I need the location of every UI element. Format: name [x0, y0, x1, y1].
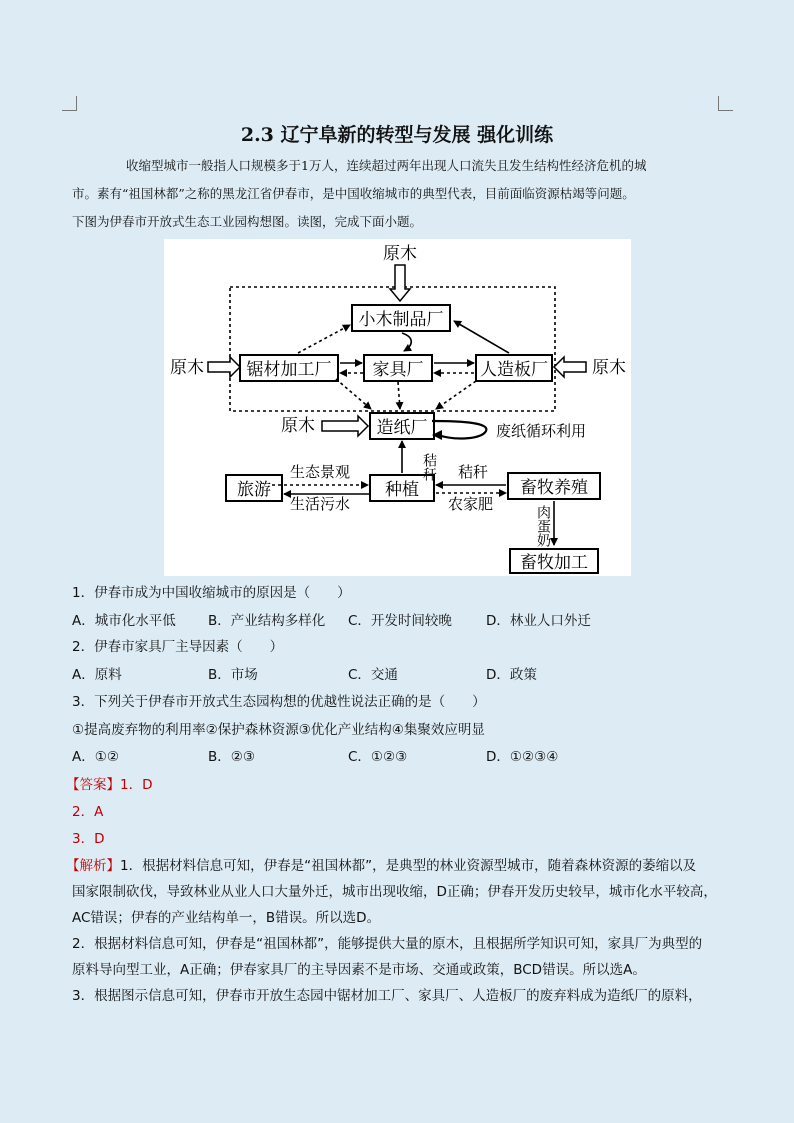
- label-jiegan: 秸秆: [458, 464, 489, 481]
- q1-option-d[interactable]: D．林业人口外迁: [486, 613, 591, 629]
- label-feizhi: 废纸循环利用: [496, 423, 587, 440]
- q2-option-a[interactable]: A．原料: [72, 667, 122, 683]
- q1-option-a[interactable]: A．城市化水平低: [72, 613, 176, 629]
- label-yuanmu-top: 原木: [383, 244, 417, 263]
- q2-option-c[interactable]: C．交通: [348, 667, 398, 683]
- answer-3: 3．D: [72, 831, 105, 847]
- corner-mark-right: [718, 96, 733, 111]
- analysis-line-4: 2．根据材料信息可知，伊春是“祖国林都”，能够提供大量的原木，且根据所学知识可知，家具厂为典型的: [72, 936, 703, 952]
- q3-option-c[interactable]: C．①②③: [348, 749, 408, 765]
- analysis-line-3: AC错误；伊春的产业结构单一，B错误。所以选D。: [72, 910, 381, 926]
- intro-line-2: 市。素有“祖国林都”之称的黑龙江省伊春市，是中国收缩城市的典型代表，目前面临资源枯竭等问题。: [72, 186, 635, 201]
- answer-2: 2．A: [72, 804, 104, 820]
- box-zaozhi: 造纸厂: [376, 418, 428, 437]
- eco-park-diagram: [164, 239, 631, 576]
- q3-option-d[interactable]: D．①②③④: [486, 749, 559, 765]
- answer-1: 1．D: [120, 777, 153, 793]
- label-jiegan-vertical: 秸秆: [422, 453, 438, 481]
- box-xumu: 畜牧养殖: [520, 478, 588, 497]
- analysis-line-5: 原料导向型工业，A正确；伊春家具厂的主导因素不是市场、交通或政策，BCD错误。所以选A。: [72, 962, 646, 978]
- box-xiaomu: 小木制品厂: [358, 310, 444, 329]
- q1-option-c[interactable]: C．开发时间较晚: [348, 613, 452, 629]
- label-shengtai: 生态景观: [290, 464, 351, 481]
- label-wushui: 生活污水: [290, 496, 351, 513]
- box-lvyou: 旅游: [237, 480, 271, 499]
- label-yuanmu-right: 原木: [592, 358, 626, 377]
- q3-option-b[interactable]: B．②③: [208, 749, 255, 765]
- label-yuanmu-left: 原木: [170, 358, 204, 377]
- box-renzao: 人造板厂: [480, 360, 548, 379]
- question-2-stem: 2．伊春市家具厂主导因素（ ）: [72, 639, 284, 655]
- question-3-stem: 3．下列关于伊春市开放式生态园构想的优越性说法正确的是（ ）: [72, 694, 486, 710]
- question-1-stem: 1．伊春市成为中国收缩城市的原因是（ ）: [72, 585, 351, 601]
- q2-option-d[interactable]: D．政策: [486, 667, 537, 683]
- label-roudannai: 肉蛋奶: [536, 505, 552, 547]
- answer-line-1: [66, 775, 152, 795]
- q3-option-a[interactable]: A．①②: [72, 749, 119, 765]
- q2-option-b[interactable]: B．市场: [208, 667, 258, 683]
- intro-line-3: 下图为伊春市开放式生态工业园构想图。读图，完成下面小题。: [72, 214, 423, 229]
- analysis-label: 【解析】: [66, 858, 120, 874]
- box-zhongzhi: 种植: [385, 480, 419, 499]
- answer-label: 【答案】: [66, 777, 120, 793]
- question-3-statements: ①提高废弃物的利用率②保护森林资源③优化产业结构④集聚效应明显: [72, 722, 485, 738]
- intro-paragraph: [72, 152, 722, 236]
- box-jucai: 锯材加工厂: [246, 360, 332, 379]
- analysis-section: [66, 853, 726, 1009]
- page-title: 2.3 辽宁阜新的转型与发展 强化训练: [240, 124, 554, 146]
- intro-line-1: 收缩型城市一般指人口规模多于1万人，连续超过两年出现人口流失且发生结构性经济危机的城: [126, 158, 647, 173]
- analysis-line-2: 国家限制砍伐，导致林业从业人口大量外迁，城市出现收缩，D正确；伊春开发历史较早，城市化水平较高，: [72, 884, 717, 900]
- box-xumujiagong: 畜牧加工: [520, 553, 588, 572]
- box-jiaju: 家具厂: [372, 360, 424, 379]
- label-nongjiafei: 农家肥: [448, 496, 494, 513]
- analysis-line-6: 3．根据图示信息可知，伊春市开放生态园中锯材加工厂、家具厂、人造板厂的废弃料成为造纸厂的原料，: [72, 988, 702, 1004]
- label-yuanmu-mid: 原木: [281, 416, 315, 435]
- q1-option-b[interactable]: B．产业结构多样化: [208, 613, 326, 629]
- corner-mark-left: [62, 96, 77, 111]
- analysis-line-1: 【解析】1．根据材料信息可知，伊春是“祖国林都”，是典型的林业资源型城市，随着森林资源的萎缩以及: [66, 858, 697, 874]
